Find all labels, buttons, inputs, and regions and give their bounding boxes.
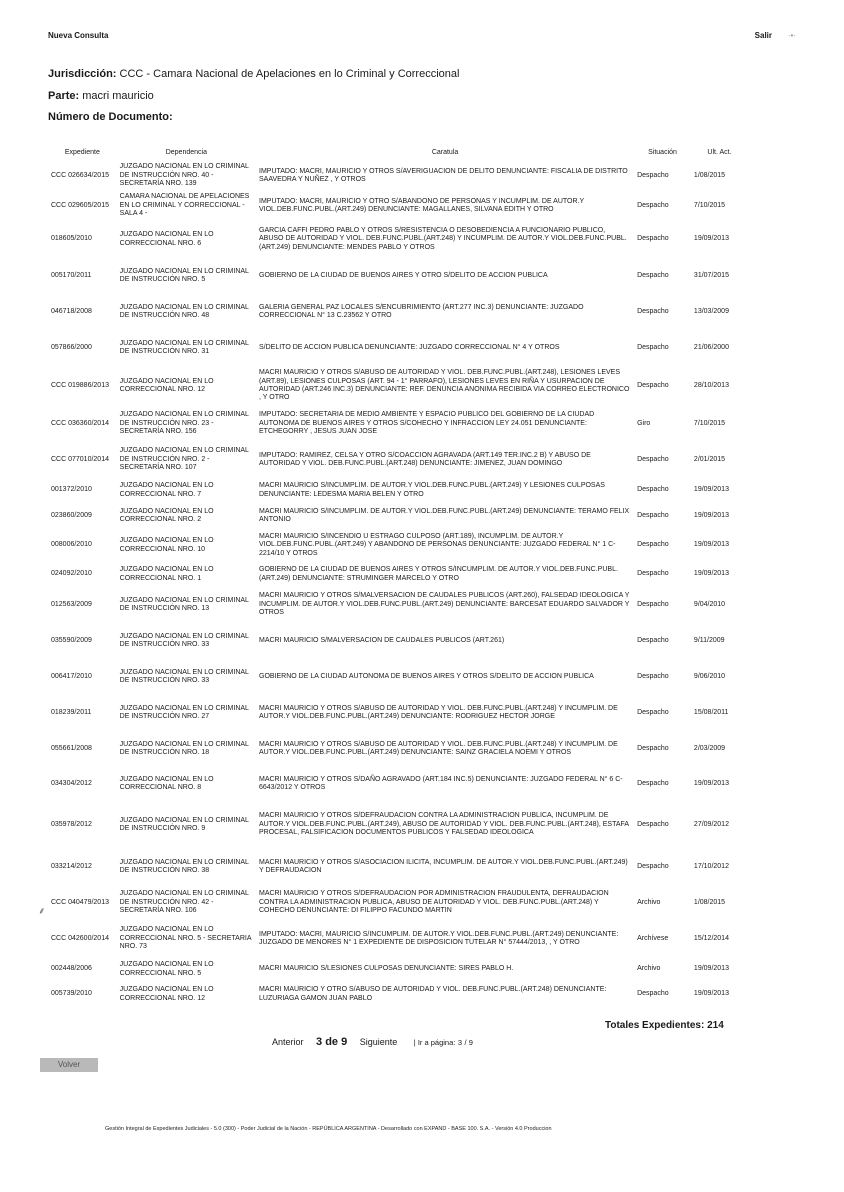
party-label: Parte:	[48, 90, 80, 102]
cell-caratula: MACRI MAURICIO Y OTROS S/DEFRAUDACION CONTRA LA ADMINISTRACION PUBLICA, INCUMPLIM. DE AUTOR.Y VIOL.DEB.FUNC.PUBL.(ART.249), ABUSO DE AUTORIDAD Y VIOL. DEB.FUNC.PUBL.(ART.248), ESTAFA PROCESAL, FALSIFICACION DOCUMENTOS PUBLICOS Y FALSEDAD IDEOLOGICA	[259, 812, 629, 837]
cell-expediente[interactable]: 035590/2009	[51, 636, 92, 644]
table-row[interactable]	[48, 731, 748, 767]
cell-expediente[interactable]: 008006/2010	[51, 541, 92, 549]
document-number-line	[48, 111, 173, 123]
goto-label: | Ir a página:	[413, 1038, 456, 1047]
cell-situacion: Despacho	[637, 201, 669, 209]
cell-ult-act: 19/09/2013	[693, 990, 729, 998]
cell-caratula: MACRI MAURICIO Y OTROS S/DAÑO AGRAVADO (ART.184 INC.5) DENUNCIANTE: JUZGADO FEDERAL N° 6 C-6643/2012 Y OTROS	[259, 775, 623, 791]
cell-expediente[interactable]: CCC 026634/2015	[51, 171, 109, 179]
cell-ult-act: 19/09/2013	[693, 541, 729, 549]
cell-ult-act: 9/11/2009	[693, 636, 725, 644]
cell-ult-act: 19/09/2013	[693, 965, 729, 973]
cell-expediente[interactable]: 046718/2008	[51, 307, 92, 315]
table-row[interactable]	[48, 587, 748, 623]
cell-caratula: MACRI MAURICIO Y OTROS S/DEFRAUDACION POR ADMINISTRACION FRAUDULENTA, DEFRAUDACION CONTRA LA ADMINISTRACION PUBLICA, ABUSO DE AUTORIDAD Y VIOL. DEB.FUNC.PUBL.(ART.248) Y COHECHO DENUNCIANTE: DI FILIPPO FACUNDO MARTIN	[259, 890, 609, 915]
table-row[interactable]	[48, 221, 748, 258]
cell-expediente[interactable]: CCC 029605/2015	[51, 201, 109, 209]
table-row[interactable]	[48, 161, 748, 191]
cell-situacion: Despacho	[637, 744, 669, 752]
cell-expediente[interactable]: CCC 036360/2014	[51, 419, 109, 427]
cell-situacion: Despacho	[637, 271, 669, 279]
cell-situacion: Despacho	[637, 990, 669, 998]
cell-situacion: Despacho	[637, 541, 669, 549]
table-row[interactable]	[48, 366, 748, 406]
cell-situacion: Archivo	[637, 965, 661, 973]
cell-expediente[interactable]: 018605/2010	[51, 235, 92, 243]
table-row[interactable]	[48, 294, 748, 330]
table-row[interactable]	[48, 529, 748, 562]
cell-ult-act: 1/08/2015	[693, 171, 726, 179]
header-dependencia: Dependencia	[165, 148, 207, 156]
cell-situacion: Despacho	[637, 570, 669, 578]
new-query-link[interactable]: Nueva Consulta	[48, 31, 109, 40]
cell-caratula: GALERIA GENERAL PAZ LOCALES S/ENCUBRIMIENTO (ART.277 INC.3) DENUNCIANTE: JUZGADO CORRECCIONAL N° 13 C.23562 Y OTRO	[259, 303, 584, 319]
cell-situacion: Giro	[637, 419, 651, 427]
cell-dependencia: JUZGADO NACIONAL EN LO CORRECCIONAL NRO. 7	[119, 482, 214, 498]
cell-caratula: IMPUTADO: RAMIREZ, CELSA Y OTRO S/COACCION AGRAVADA (ART.149 TER.INC.2 B) Y ABUSO DE AUTORIDAD Y VIOL. DEB.FUNC.PUBL.(ART.248) DENUNCIANTE: JIMENEZ, JUAN DOMINGO	[259, 451, 591, 467]
cell-ult-act: 17/10/2012	[693, 862, 729, 870]
cell-ult-act: 27/09/2012	[693, 820, 729, 828]
cell-dependencia: JUZGADO NACIONAL EN LO CRIMINAL DE INSTRUCCIÓN NRO. 9	[119, 816, 249, 832]
cell-ult-act: 19/09/2013	[693, 511, 729, 519]
table-row[interactable]	[48, 191, 748, 221]
cell-caratula: MACRI MAURICIO Y OTROS S/ABUSO DE AUTORIDAD Y VIOL. DEB.FUNC.PUBL.(ART.248) Y INCUMPLIM. DE AUTOR.Y VIOL.DEB.FUNC.PUBL.(ART.249) DENUNCIANTE: RODRIGUEZ HECTOR JORGE	[259, 704, 618, 720]
top-bar	[48, 31, 796, 45]
jurisdiction-value: CCC - Camara Nacional de Apelaciones en lo Criminal y Correccional	[119, 68, 460, 80]
cell-ult-act: 9/06/2010	[693, 672, 726, 680]
cell-caratula: IMPUTADO: MACRI, MAURICIO Y OTROS S/AVERIGUACION DE DELITO DENUNCIANTE: FISCALIA DE DISTRITO SAAVEDRA Y NUÑEZ , Y OTROS	[259, 167, 628, 183]
cell-caratula: GARCIA CAFFI PEDRO PABLO Y OTROS S/RESISTENCIA O DESOBEDIENCIA A FUNCIONARIO PUBLICO, ABUSO DE AUTORIDAD Y VIOL. DEB.FUNC.PUBL.(ART.248) Y INCUMPLIM. DE AUTOR.Y VIOL.DEB.FUNC.PUBL.(ART.249) DENUNCIANTE: MENDES PABLO Y OTROS	[259, 226, 627, 251]
cell-expediente[interactable]: 033214/2012	[51, 862, 92, 870]
cell-expediente[interactable]: 001372/2010	[51, 486, 92, 494]
table-body	[48, 161, 748, 1007]
current-page: 3 de 9	[316, 1036, 348, 1048]
table-row[interactable]	[48, 562, 748, 587]
cell-expediente[interactable]: 005170/2011	[51, 271, 92, 279]
cell-dependencia: JUZGADO NACIONAL EN LO CRIMINAL DE INSTRUCCIÓN NRO. 18	[119, 740, 249, 756]
header-ult-act: Ult. Act.	[707, 148, 732, 156]
cell-ult-act: 15/12/2014	[693, 934, 729, 942]
cell-expediente[interactable]: 023860/2009	[51, 511, 92, 519]
cell-caratula: MACRI MAURICIO S/MALVERSACION DE CAUDALES PUBLICOS (ART.261)	[259, 636, 505, 644]
cell-caratula: MACRI MAURICIO Y OTROS S/MALVERSACION DE CAUDALES PUBLICOS (ART.260), FALSEDAD IDEOLOGICA Y INCUMPLIM. DE AUTOR.Y VIOL.DEB.FUNC.PUBL.(ART.249) DENUNCIANTE: BARCESAT EDUARDO SALVADOR Y OTROS	[259, 592, 630, 617]
jurisdiction-line	[48, 68, 459, 80]
cell-dependencia: JUZGADO NACIONAL EN LO CRIMINAL DE INSTRUCCIÓN NRO. 23 - SECRETARÍA NRO. 156	[119, 411, 249, 436]
table-row[interactable]	[48, 442, 748, 478]
cell-expediente[interactable]: 012563/2009	[51, 600, 92, 608]
cell-situacion: Despacho	[637, 636, 669, 644]
back-button[interactable]: Volver	[40, 1058, 98, 1072]
cell-expediente[interactable]: CCC 040479/2013	[51, 898, 109, 906]
table-row[interactable]	[48, 885, 748, 921]
cell-dependencia: CAMARA NACIONAL DE APELACIONES EN LO CRIMINAL Y CORRECCIONAL - SALA 4 -	[119, 193, 250, 218]
cell-caratula: IMPUTADO: SECRETARIA DE MEDIO AMBIENTE Y ESPACIO PUBLICO DEL GOBIERNO DE LA CIUDAD AUTONOMA DE BUENOS AIRES Y OTROS S/COHECHO Y INFRACCION LEY 24.051 DENUNCIANTE: ETCHEGORRY , JESUS JUAN JOSE	[259, 411, 595, 436]
header-situacion: Situación	[648, 148, 677, 156]
cell-caratula: MACRI MAURICIO Y OTROS S/ABUSO DE AUTORIDAD Y VIOL. DEB.FUNC.PUBL.(ART.248), LESIONES LEVES (ART.89), LESIONES CULPOSAS (ART. 94 - 1° PARRAFO), LESIONES LEVES EN RIÑA Y USURPACION DE AUTORIDAD (ART.246 INC.3) DENUNCIANTE: REF. DENUNCIA ANONIMA RECIBIDA VIA CORREO ELECTRONICO , Y OTRO	[259, 369, 630, 402]
cell-dependencia: JUZGADO NACIONAL EN LO CORRECCIONAL NRO. 6	[119, 231, 214, 247]
table-row[interactable]	[48, 849, 748, 885]
cell-expediente[interactable]: 035978/2012	[51, 820, 92, 828]
footer-text: Gestión Integral de Expedientes Judiciales - 5.0 (300) - Poder Judicial de la Nación - REPÚBLICA ARGENTINA - Desarrollado con EXPAND - BASE 100. S.A. - Versión 4.0 Produccion	[105, 1126, 552, 1132]
cell-situacion: Archívese	[637, 934, 669, 942]
cell-dependencia: JUZGADO NACIONAL EN LO CRIMINAL DE INSTRUCCIÓN NRO. 5	[119, 267, 249, 283]
cell-dependencia: JUZGADO NACIONAL EN LO CORRECCIONAL NRO. 12	[119, 986, 214, 1002]
header-caratula: Caratula	[431, 148, 459, 156]
cell-caratula: MACRI MAURICIO S/INCENDIO U ESTRAGO CULPOSO (ART.189), INCUMPLIM. DE AUTOR.Y VIOL.DEB.FUNC.PUBL.(ART.249) Y ABANDONO DE PERSONAS DENUNCIANTE: JUZGADO FEDERAL N° 1 C-2214/10 Y OTROS	[259, 532, 616, 557]
results-table	[48, 145, 748, 1007]
table-row[interactable]	[48, 921, 748, 957]
cell-expediente[interactable]: 024092/2010	[51, 570, 92, 578]
cell-dependencia: JUZGADO NACIONAL EN LO CORRECCIONAL NRO. 8	[119, 775, 214, 791]
cell-ult-act: 19/09/2013	[693, 486, 729, 494]
cell-ult-act: 28/10/2013	[693, 381, 729, 389]
cell-caratula: MACRI MAURICIO Y OTROS S/ASOCIACION ILICITA, INCUMPLIM. DE AUTOR.Y VIOL.DEB.FUNC.PUBL.(ART.249) Y DEFRAUDACION	[259, 858, 628, 874]
jurisdiction-label: Jurisdicción:	[48, 68, 117, 80]
table-row[interactable]	[48, 982, 748, 1007]
cell-situacion: Despacho	[637, 343, 669, 351]
cell-dependencia: JUZGADO NACIONAL EN LO CRIMINAL DE INSTRUCCIÓN NRO. 33	[119, 668, 249, 684]
cell-caratula: GOBIERNO DE LA CIUDAD DE BUENOS AIRES Y OTROS S/INCUMPLIM. DE AUTOR.Y VIOL.DEB.FUNC.PUBL.(ART.249) DENUNCIANTE: STRUMINGER MARCELO Y OTRO	[259, 566, 618, 582]
table-row[interactable]	[48, 659, 748, 695]
cell-expediente[interactable]: 034304/2012	[51, 779, 92, 787]
cell-ult-act: 13/03/2009	[693, 307, 729, 315]
cell-situacion: Despacho	[637, 672, 669, 680]
cell-expediente[interactable]: CCC 042600/2014	[51, 934, 109, 942]
cell-expediente[interactable]: 018239/2011	[51, 708, 92, 716]
cell-expediente[interactable]: 055661/2008	[51, 744, 92, 752]
goto-total: / 9	[464, 1038, 473, 1047]
cell-caratula: MACRI MAURICIO Y OTROS S/ABUSO DE AUTORIDAD Y VIOL. DEB.FUNC.PUBL.(ART.248) Y INCUMPLIM. DE AUTOR.Y VIOL.DEB.FUNC.PUBL.(ART.249) DENUNCIANTE: SAINZ GRACIELA NOEMI Y OTROS	[259, 740, 618, 756]
cell-caratula: GOBIERNO DE LA CIUDAD AUTONOMA DE BUENOS AIRES Y OTROS S/DELITO DE ACCION PUBLICA	[259, 672, 594, 680]
cell-dependencia: JUZGADO NACIONAL EN LO CRIMINAL DE INSTRUCCIÓN NRO. 48	[119, 303, 249, 319]
cell-ult-act: 2/03/2009	[693, 744, 726, 752]
cell-dependencia: JUZGADO NACIONAL EN LO CRIMINAL DE INSTRUCCIÓN NRO. 31	[119, 339, 249, 355]
cell-expediente[interactable]: 005739/2010	[51, 990, 92, 998]
party-line	[48, 90, 154, 102]
exit-icon[interactable]: ·•·	[787, 31, 796, 40]
cell-caratula: MACRI MAURICIO S/INCUMPLIM. DE AUTOR.Y VIOL.DEB.FUNC.PUBL.(ART.249) Y LESIONES CULPOSAS DENUNCIANTE: LEDESMA MARIA BELEN Y OTRO	[259, 482, 605, 498]
cell-dependencia: JUZGADO NACIONAL EN LO CORRECCIONAL NRO. 5	[119, 961, 214, 977]
table-row[interactable]	[48, 695, 748, 731]
cell-caratula: MACRI MAURICIO S/INCUMPLIM. DE AUTOR.Y VIOL.DEB.FUNC.PUBL.(ART.249) DENUNCIANTE: TERAMO FELIX ANTONIO	[259, 507, 630, 523]
cell-ult-act: 19/09/2013	[693, 779, 729, 787]
cell-situacion: Despacho	[637, 171, 669, 179]
cell-ult-act: 7/10/2015	[693, 201, 726, 209]
cell-ult-act: 7/10/2015	[693, 419, 726, 427]
cell-dependencia: JUZGADO NACIONAL EN LO CORRECCIONAL NRO. 12	[119, 377, 214, 393]
table-row[interactable]	[48, 623, 748, 659]
cell-situacion: Despacho	[637, 779, 669, 787]
goto-page-input[interactable]: 3	[457, 1038, 463, 1047]
cell-caratula: GOBIERNO DE LA CIUDAD DE BUENOS AIRES Y OTRO S/DELITO DE ACCION PUBLICA	[259, 271, 548, 279]
cell-situacion: Despacho	[637, 235, 669, 243]
next-page-link[interactable]: Siguiente	[359, 1037, 398, 1047]
party-value: macri mauricio	[82, 90, 154, 102]
cell-situacion: Despacho	[637, 486, 669, 494]
cell-dependencia: JUZGADO NACIONAL EN LO CRIMINAL DE INSTRUCCIÓN NRO. 42 - SECRETARÍA NRO. 106	[119, 890, 249, 915]
totals-label: Totales Expedientes: 214	[605, 1020, 724, 1031]
cell-situacion: Despacho	[637, 455, 669, 463]
cell-situacion: Despacho	[637, 381, 669, 389]
cell-ult-act: 1/08/2015	[693, 898, 726, 906]
cell-dependencia: JUZGADO NACIONAL EN LO CORRECCIONAL NRO. 2	[119, 507, 214, 523]
cell-dependencia: JUZGADO NACIONAL EN LO CRIMINAL DE INSTRUCCIÓN NRO. 38	[119, 858, 249, 874]
table-row[interactable]	[48, 767, 748, 801]
document-number-label: Número de Documento:	[48, 111, 173, 123]
cell-situacion: Despacho	[637, 511, 669, 519]
table-row[interactable]	[48, 330, 748, 366]
cell-situacion: Despacho	[637, 307, 669, 315]
cell-dependencia: JUZGADO NACIONAL EN LO CRIMINAL DE INSTRUCCIÓN NRO. 40 - SECRETARÍA NRO. 139	[119, 163, 249, 188]
cell-expediente[interactable]: CCC 019886/2013	[51, 381, 109, 389]
cell-expediente[interactable]: 006417/2010	[51, 672, 92, 680]
cell-ult-act: 19/09/2013	[693, 570, 729, 578]
cell-expediente[interactable]: 057866/2000	[51, 343, 92, 351]
cell-ult-act: 19/09/2013	[693, 235, 729, 243]
table-row[interactable]	[48, 503, 748, 529]
cell-dependencia: JUZGADO NACIONAL EN LO CORRECCIONAL NRO. 10	[119, 537, 214, 553]
cell-expediente[interactable]: CCC 077010/2014	[51, 455, 109, 463]
cell-caratula: MACRI MAURICIO Y OTRO S/ABUSO DE AUTORIDAD Y VIOL. DEB.FUNC.PUBL.(ART.248) DENUNCIANTE: LUZURIAGA GAMON JUAN PABLO	[259, 986, 607, 1002]
cell-caratula: IMPUTADO: MACRI, MAURICIO S/INCUMPLIM. DE AUTOR.Y VIOL.DEB.FUNC.PUBL.(ART.249) DENUNCIANTE: JUZGADO DE MENORES N° 1 EXPEDIENTE DE DISPOSICION TUTELAR N° 57444/2013, , Y OTRO	[259, 930, 619, 946]
cell-dependencia: JUZGADO NACIONAL EN LO CRIMINAL DE INSTRUCCIÓN NRO. 33	[119, 632, 249, 648]
cell-caratula: MACRI MAURICIO S/LESIONES CULPOSAS DENUNCIANTE: SIRES PABLO H.	[259, 965, 514, 973]
handwritten-mark: ⸙	[38, 906, 46, 917]
pagination	[272, 1036, 473, 1048]
exit-link[interactable]: Salir	[754, 31, 772, 40]
cell-dependencia: JUZGADO NACIONAL EN LO CORRECCIONAL NRO. 1	[119, 566, 214, 582]
table-row[interactable]	[48, 258, 748, 294]
cell-caratula: IMPUTADO: MACRI, MAURICIO Y OTRO S/ABANDONO DE PERSONAS Y INCUMPLIM. DE AUTOR.Y VIOL.DEB.FUNC.PUBL.(ART.249) DENUNCIANTE: MAGALLANES, SILVANA EDITH Y OTRO	[259, 197, 585, 213]
table-row[interactable]	[48, 801, 748, 849]
cell-dependencia: JUZGADO NACIONAL EN LO CRIMINAL DE INSTRUCCIÓN NRO. 13	[119, 596, 249, 612]
cell-situacion: Despacho	[637, 708, 669, 716]
prev-page-link[interactable]: Anterior	[272, 1037, 304, 1047]
cell-caratula: S/DELITO DE ACCION PUBLICA DENUNCIANTE: JUZGADO CORRECCIONAL N° 4 Y OTROS	[259, 343, 560, 351]
cell-situacion: Archivo	[637, 898, 661, 906]
cell-expediente[interactable]: 002448/2006	[51, 965, 92, 973]
cell-situacion: Despacho	[637, 862, 669, 870]
cell-ult-act: 15/08/2011	[693, 708, 729, 716]
cell-situacion: Despacho	[637, 820, 669, 828]
cell-situacion: Despacho	[637, 600, 669, 608]
cell-dependencia: JUZGADO NACIONAL EN LO CRIMINAL DE INSTRUCCIÓN NRO. 2 - SECRETARÍA NRO. 107	[119, 447, 249, 472]
cell-ult-act: 9/04/2010	[693, 600, 726, 608]
cell-ult-act: 31/07/2015	[693, 271, 729, 279]
cell-dependencia: JUZGADO NACIONAL EN LO CORRECCIONAL NRO. 5 - SECRETARIA NRO. 73	[119, 926, 252, 951]
table-row[interactable]	[48, 957, 748, 982]
cell-dependencia: JUZGADO NACIONAL EN LO CRIMINAL DE INSTRUCCIÓN NRO. 27	[119, 704, 249, 720]
table-row[interactable]	[48, 406, 748, 442]
table-row[interactable]	[48, 478, 748, 503]
header-expediente: Expediente	[64, 148, 100, 156]
cell-ult-act: 21/06/2000	[693, 343, 729, 351]
table-header-row	[48, 145, 748, 161]
cell-ult-act: 2/01/2015	[693, 455, 726, 463]
